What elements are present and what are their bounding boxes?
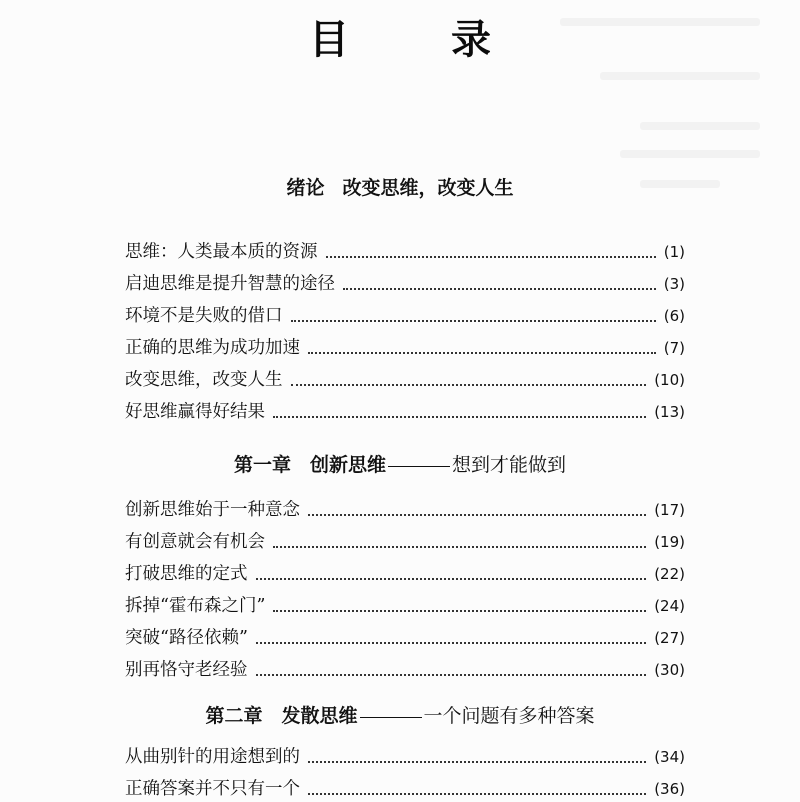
section-heading — [0, 174, 800, 202]
dot-leader — [256, 578, 647, 580]
toc-entry[interactable] — [125, 493, 685, 523]
toc-entry-page: (13) — [654, 403, 685, 421]
toc-entry-page: (3) — [663, 275, 685, 293]
toc-entry[interactable] — [125, 299, 685, 329]
toc-entry-title: 正确答案并不只有一个 — [125, 779, 300, 799]
dot-leader — [273, 610, 646, 612]
em-dash — [360, 717, 422, 718]
toc-entry-title: 从曲别针的用途想到的 — [125, 747, 300, 767]
toc-entry[interactable] — [125, 740, 685, 770]
dot-leader — [343, 288, 656, 290]
toc-entry[interactable] — [125, 525, 685, 555]
toc-entry-title: 有创意就会有机会 — [125, 532, 265, 552]
toc-entry-title: 突破“路径依赖” — [125, 628, 248, 648]
bleed-through-mark — [640, 122, 760, 130]
toc-entry[interactable] — [125, 557, 685, 587]
toc-entry-title: 好思维赢得好结果 — [125, 402, 265, 422]
toc-entry[interactable] — [125, 772, 685, 802]
dot-leader — [273, 416, 646, 418]
toc-entry[interactable] — [125, 235, 685, 265]
bleed-through-mark — [600, 72, 760, 80]
section-heading-label: 绪论 — [286, 177, 325, 199]
em-dash — [388, 466, 450, 467]
section-heading-subtitle: 一个问题有多种答案 — [423, 705, 595, 727]
dot-leader — [291, 384, 647, 386]
toc-entry-page: (6) — [663, 307, 685, 325]
section-heading-label: 第一章 创新思维 — [233, 454, 386, 476]
page-title: 目 录 — [309, 16, 535, 63]
toc-entry-page: (1) — [663, 243, 685, 261]
toc-entry-title: 打破思维的定式 — [125, 564, 248, 584]
section-heading-label: 第二章 发散思维 — [205, 705, 358, 727]
section-heading — [0, 702, 800, 730]
section-heading-subtitle: 改变思维，改变人生 — [342, 177, 514, 199]
dot-leader — [308, 793, 646, 795]
toc-entry-page: (10) — [654, 371, 685, 389]
toc-entry[interactable] — [125, 363, 685, 393]
toc-entry[interactable] — [125, 331, 685, 361]
dot-leader — [308, 514, 646, 516]
toc-entry-title: 别再恪守老经验 — [125, 660, 248, 680]
dot-leader — [256, 674, 647, 676]
toc-entry-page: (19) — [654, 533, 685, 551]
toc-entry[interactable] — [125, 621, 685, 651]
toc-entry[interactable] — [125, 267, 685, 297]
toc-entry-page: (24) — [654, 597, 685, 615]
toc-entry[interactable] — [125, 653, 685, 683]
toc-entry-title: 正确的思维为成功加速 — [125, 338, 300, 358]
dot-leader — [326, 256, 656, 258]
toc-entry-page: (30) — [654, 661, 685, 679]
bleed-through-mark — [620, 150, 760, 158]
section-heading — [0, 451, 800, 479]
toc-entry-title: 创新思维始于一种意念 — [125, 500, 300, 520]
dot-leader — [308, 761, 646, 763]
toc-entry-page: (17) — [654, 501, 685, 519]
toc-entry-page: (34) — [654, 748, 685, 766]
toc-entry[interactable] — [125, 395, 685, 425]
toc-entry-title: 拆掉“霍布森之门” — [125, 596, 266, 616]
toc-entry[interactable] — [125, 589, 685, 619]
toc-entry-title: 思维：人类最本质的资源 — [125, 242, 318, 262]
toc-entry-page: (27) — [654, 629, 685, 647]
dot-leader — [273, 546, 646, 548]
toc-entry-title: 环境不是失败的借口 — [125, 306, 283, 326]
dot-leader — [308, 352, 656, 354]
section-heading-subtitle: 想到才能做到 — [452, 454, 567, 476]
toc-entry-title: 启迪思维是提升智慧的途径 — [125, 274, 335, 294]
toc-entry-page: (36) — [654, 780, 685, 798]
dot-leader — [291, 320, 656, 322]
dot-leader — [256, 642, 646, 644]
toc-entry-title: 改变思维，改变人生 — [125, 370, 283, 390]
toc-entry-page: (7) — [663, 339, 685, 357]
toc-entry-page: (22) — [654, 565, 685, 583]
